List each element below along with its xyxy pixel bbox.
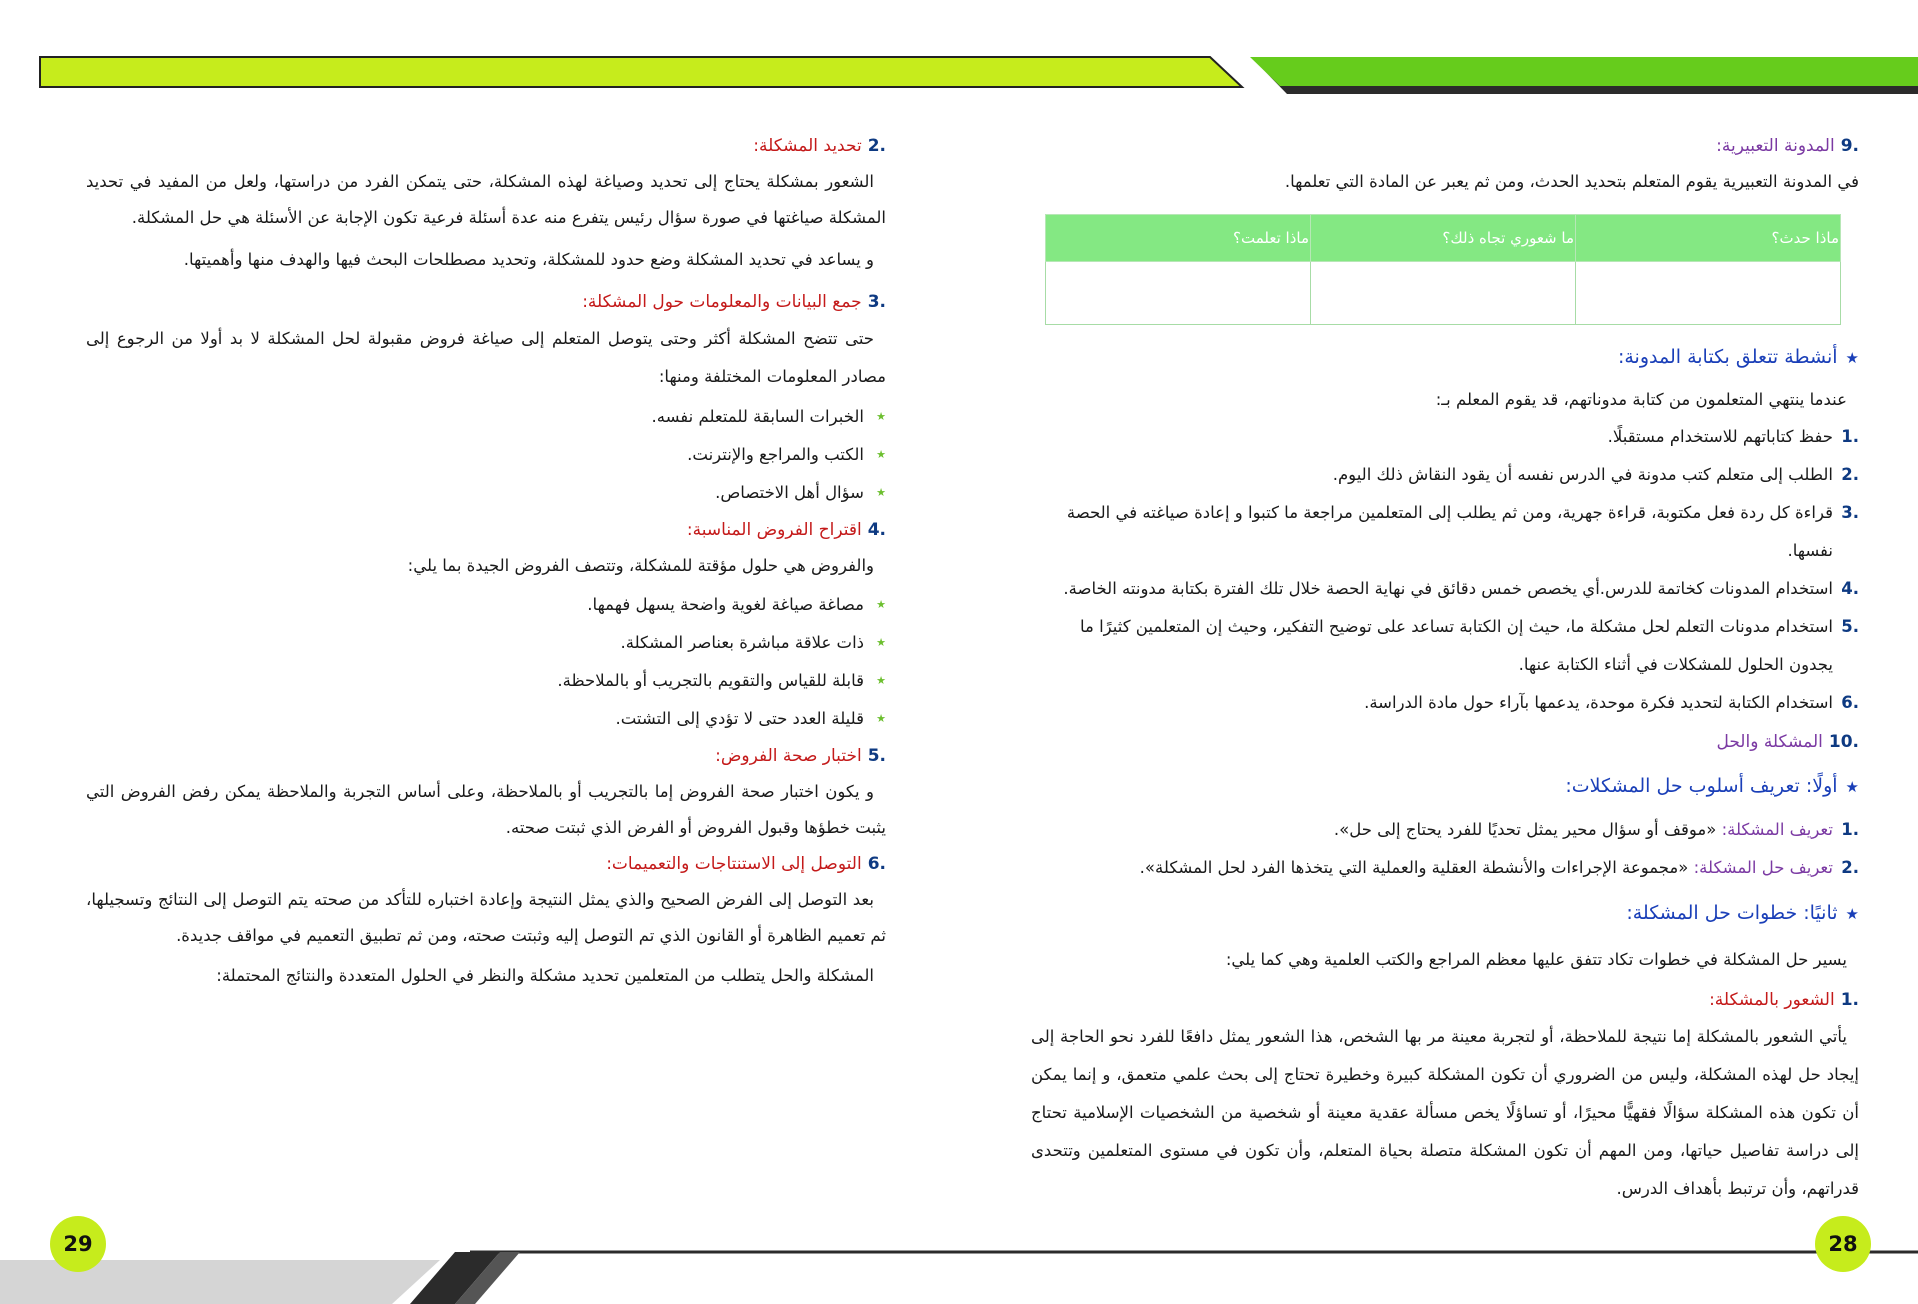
- table-header-row: [1046, 215, 1841, 262]
- table-header-cell: ما شعوري تجاه ذلك؟: [1311, 215, 1576, 262]
- paragraph: في المدونة التعبيرية يقوم المتعلم بتحديد الحدث، ومن ثم يعبر عن المادة التي تعلمها.: [1284, 172, 1859, 191]
- list-item: ★ قليلة العدد حتى لا تؤدي إلى التشتت.: [86, 700, 864, 738]
- section-test-hypotheses: [86, 738, 886, 846]
- paragraph: بعد التوصل إلى الفرض الصحيح والذي يمثل النتيجة وإعادة اختباره للتأكد من صحته يتم التوصل إلى النتائج وتسجيلها، ثم تعميم الظاهرة أو القانون الذي تم التوصل إليه وثبتت صحته، ومن ثم تطبيق التعميم في مواقف جديدة.: [86, 890, 886, 945]
- table-cell: [1576, 262, 1841, 325]
- list-item: .5 استخدام مدونات التعلم لحل مشكلة ما، حيث إن الكتابة تساعد على توضيح التفكير، وحيث إن المتعلمين كثيرًا ما يجدون الحلول للمشكلات في أثناء الكتابة عنها.: [1079, 617, 1859, 674]
- section-number: .5: [867, 746, 886, 766]
- section-heading: أنشطة تتعلق بكتابة المدونة:: [1617, 346, 1838, 368]
- paragraph: الشعور بمشكلة يحتاج إلى تحديد وصياغة لهذه المشكلة، حتى يتمكن الفرد من دراستها، ولعل من المفيد في تحديد المشكلة صياغتها في صورة سؤال رئيس يتفرع منه عدة أسئلة فرعية تكون الإجابة عن الأسئلة هي حل المشكلة.: [86, 172, 886, 227]
- section-define-problem: [86, 128, 886, 278]
- item-number: .10: [1828, 732, 1859, 752]
- section-number: .4: [867, 520, 886, 540]
- section-heading: أولًا: تعريف أسلوب حل المشكلات:: [1565, 775, 1838, 797]
- item-title: الشعور بالمشكلة:: [1709, 990, 1835, 1010]
- star-icon: ★: [1845, 778, 1859, 796]
- step-feeling-problem: [1031, 982, 1859, 1208]
- page-number: 29: [50, 1216, 106, 1272]
- right-page: [959, 0, 1918, 1304]
- item-number: .9: [1840, 136, 1859, 156]
- table-cell: [1046, 262, 1311, 325]
- section-collect-data: [86, 284, 886, 512]
- section-title: اختبار صحة الفروض:: [715, 746, 862, 766]
- table-header-cell: ماذا تعلمت؟: [1046, 215, 1311, 262]
- definitions-list: [1031, 811, 1859, 887]
- list-item: ★ قابلة للقياس والتقويم بالتجريب أو بالملاحظة.: [86, 662, 864, 700]
- section-number: .6: [867, 854, 886, 874]
- list-item: .4 استخدام المدونات كخاتمة للدرس.أي يخصص خمس دقائق في نهاية الحصة خلال تلك الفترة بكتابة مدونته الخاصة.: [1063, 579, 1859, 598]
- left-page-content: [86, 128, 886, 994]
- list-item: .2 الطلب إلى متعلم كتب مدونة في الدرس نفسه أن يقود النقاش ذلك اليوم.: [1332, 465, 1859, 484]
- section-title: جمع البيانات والمعلومات حول المشكلة:: [582, 292, 862, 312]
- diary-table: [1045, 214, 1841, 325]
- star-icon: ★: [1845, 905, 1859, 923]
- item-number: .1: [1840, 990, 1859, 1010]
- section-title: التوصل إلى الاستنتاجات والتعميمات:: [606, 854, 862, 874]
- section-number: .2: [867, 136, 886, 156]
- sources-list: [86, 398, 886, 512]
- paragraph: و يكون اختبار صحة الفروض إما بالتجريب أو بالملاحظة، وعلى أساس التجربة والملاحظة يمكن رفض الفروض التي يثبت خطؤها وقبول الفروض أو الفرض الذي ثبتت صحته.: [86, 782, 886, 837]
- table-header-cell: ماذا حدث؟: [1576, 215, 1841, 262]
- definitions-section: [1031, 766, 1859, 887]
- section-number: .3: [867, 292, 886, 312]
- list-item: .6 استخدام الكتابة لتحديد فكرة موحدة، يدعمها بآراء حول مادة الدراسة.: [1364, 693, 1859, 712]
- list-item: ★ ذات علاقة مباشرة بعناصر المشكلة.: [86, 624, 864, 662]
- list-item: ★ مصاغة صياغة لغوية واضحة يسهل فهمها.: [86, 586, 864, 624]
- section-heading: ثانيًا: خطوات حل المشكلة:: [1626, 902, 1838, 924]
- table-cell: [1311, 262, 1576, 325]
- list-item: .1 حفظ كتاباتهم للاستخدام مستقبلًا.: [1607, 427, 1859, 446]
- paragraph: يأتي الشعور بالمشكلة إما نتيجة للملاحظة، أو لتجربة معينة مر بها الشخص، هذا الشعور يمثل دافعًا للفرد نحو الحاجة إلى إيجاد حل لهذه المشكلة، وليس من الضروري أن تكون المشكلة كبيرة وخطيرة تحتاج إلى بحث علمي متعمق، و إنما يمكن أن تكون هذه المشكلة سؤالًا فقهيًّا محيرًا، أو تساؤلًا يخص مسألة عقدية معينة أو شخصية من الشخصيات الإسلامية تحتاج إلى دراسة تفاصيل حياتها، ومن المهم أن تكون المشكلة متصلة بحياة المتعلم، وأن تكون في مستوى المتعلمين وتتحدى قدراتهم، وأن ترتبط بأهداف الدرس.: [1031, 1027, 1859, 1198]
- paragraph: عندما ينتهي المتعلمون من كتابة مدوناتهم، قد يقوم المعلم بـ:: [1435, 390, 1847, 409]
- list-item: ★ الخبرات السابقة للمتعلم نفسه.: [86, 398, 864, 436]
- list-item: ★ الكتب والمراجع والإنترنت.: [86, 436, 864, 474]
- paragraph: والفروض هي حلول مؤقتة للمشكلة، وتتصف الفروض الجيدة بما يلي:: [407, 556, 874, 575]
- section-title: اقتراح الفروض المناسبة:: [686, 520, 862, 540]
- item-problem-solution: [1031, 724, 1859, 760]
- section-conclusions: [86, 846, 886, 994]
- list-item: .1 تعريف المشكلة: «موقف أو سؤال محير يمثل تحديًا للفرد يحتاج إلى حل».: [1333, 820, 1859, 839]
- section-hypotheses: [86, 512, 886, 738]
- item-expressive-diary: [1031, 128, 1859, 200]
- section-title: تحديد المشكلة:: [753, 136, 862, 156]
- page-number: 28: [1815, 1216, 1871, 1272]
- table-row: [1046, 262, 1841, 325]
- item-title: المشكلة والحل: [1716, 732, 1823, 752]
- list-item: ★ سؤال أهل الاختصاص.: [86, 474, 864, 512]
- activities-section: [1031, 337, 1859, 722]
- list-item: .2 تعريف حل المشكلة: «مجموعة الإجراءات والأنشطة العقلية والعملية التي يتخذها الفرد لحل المشكلة».: [1139, 858, 1859, 877]
- steps-section: [1031, 893, 1859, 982]
- activities-list: [1031, 418, 1859, 722]
- hypotheses-list: [86, 586, 886, 738]
- paragraph: المشكلة والحل يتطلب من المتعلمين تحديد مشكلة والنظر في الحلول المتعددة والنتائج المحتملة:: [216, 966, 874, 985]
- list-item: .3 قراءة كل ردة فعل مكتوبة، قراءة جهرية، ومن ثم يطلب إلى المتعلمين مراجعة ما كتبوا و إعادة صياغته في الحصة نفسها.: [1066, 503, 1859, 560]
- paragraph: و يساعد في تحديد المشكلة وضع حدود للمشكلة، وتحديد مصطلحات البحث فيها والهدف منها وأهميتها.: [183, 250, 874, 269]
- item-title: المدونة التعبيرية:: [1716, 136, 1835, 156]
- paragraph: يسير حل المشكلة في خطوات تكاد تتفق عليها معظم المراجع والكتب العلمية وهي كما يلي:: [1225, 950, 1847, 969]
- paragraph: حتى تتضح المشكلة أكثر وحتى يتوصل المتعلم إلى صياغة فروض مقبولة لحل المشكلة لا بد أولا من الرجوع إلى مصادر المعلومات المختلفة ومنها:: [86, 329, 886, 386]
- star-icon: ★: [1845, 349, 1859, 367]
- right-page-content: [1031, 128, 1859, 1208]
